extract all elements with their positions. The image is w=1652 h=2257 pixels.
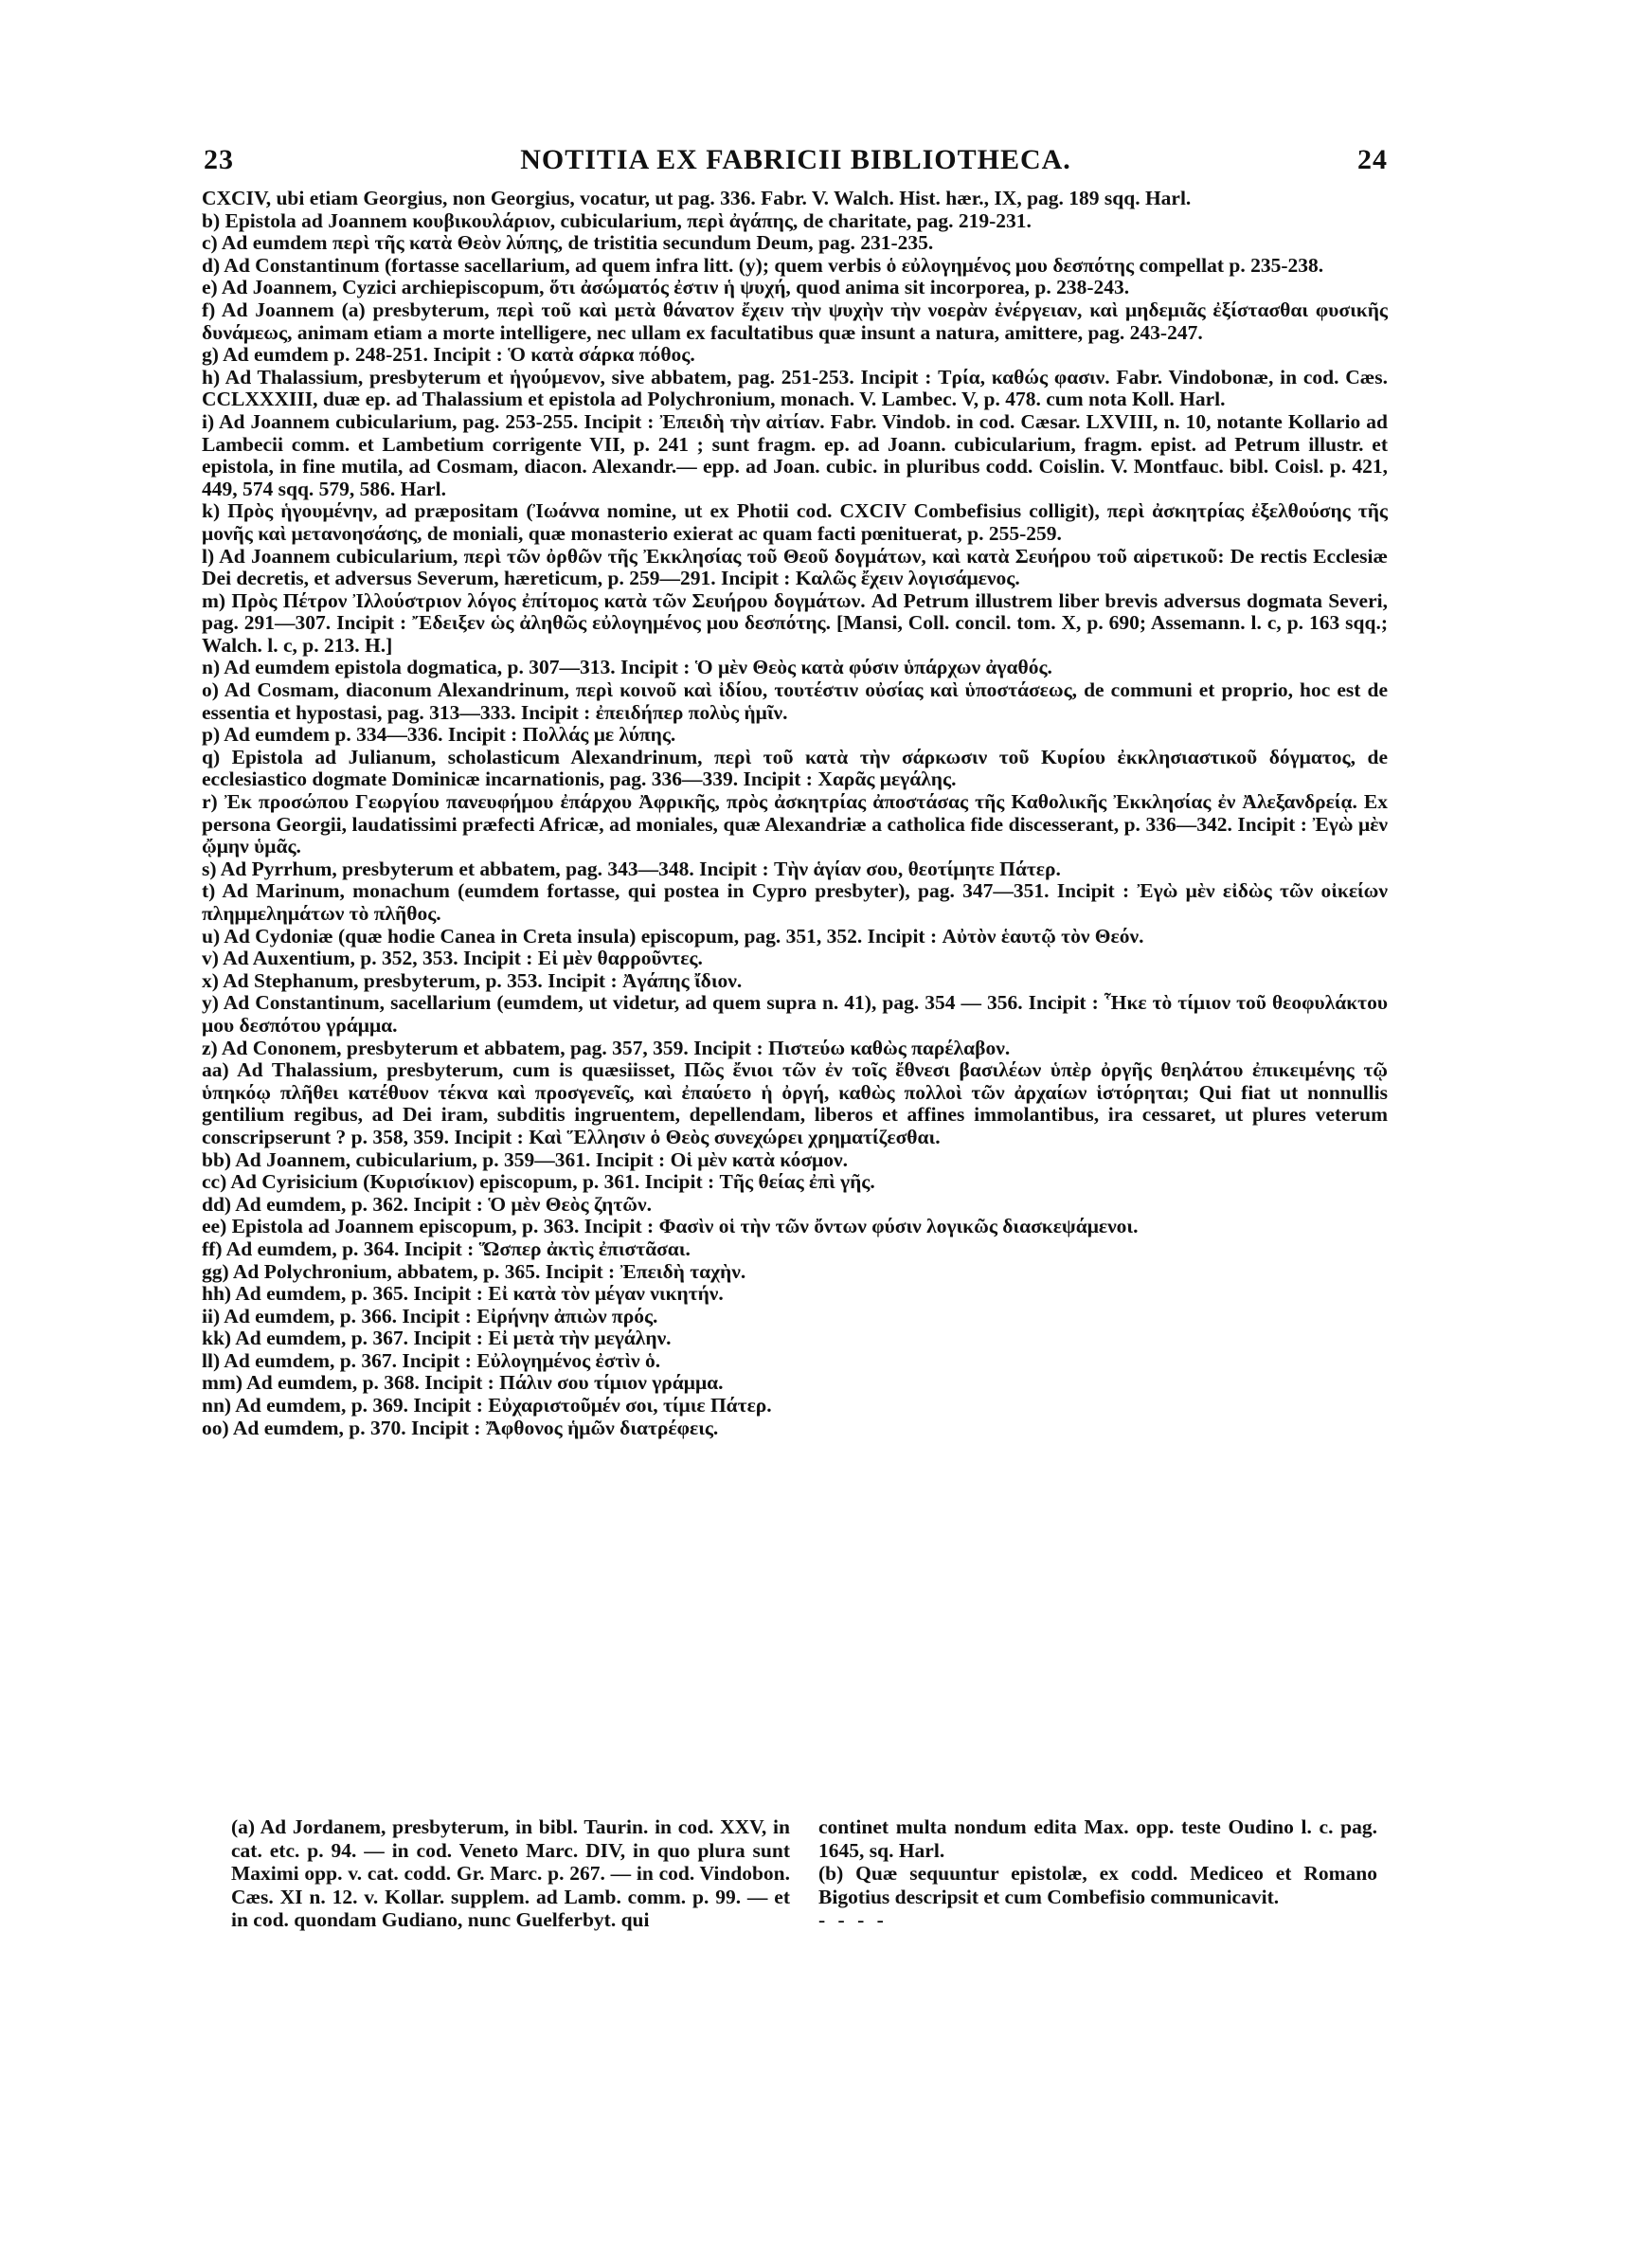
list-item: t) Ad Marinum, monachum (eumdem fortasse, qui postea in Cypro presbyter), pag. 347—351. Incipit : Ἐγὼ μὲν εἰδὼς τῶν οἰκείων πλημμελημάτων τὸ πλῆθος.: [202, 879, 1388, 925]
footnote-column-left: [231, 1815, 790, 1932]
list-item: nn) Ad eumdem, p. 369. Incipit : Εὐχαριστοῦμέν σοι, τίμιε Πάτερ.: [202, 1394, 772, 1417]
list-item: f) Ad Joannem (a) presbyterum, περὶ τοῦ καὶ μετὰ θάνατον ἔχειν τὴν ψυχὴν τὴν νοερὰν ἐνέργειαν, καὶ μηδεμιᾶς ἐξίστασθαι φυσικῆς δυνάμεως, animam etiam a morte intelligere, nec ullam ex facultatibus quæ insunt a natura, amittere, pag. 243-247.: [202, 298, 1388, 344]
list-item: gg) Ad Polychronium, abbatem, p. 365. Incipit : Ἐπειδὴ ταχὴν.: [202, 1259, 746, 1283]
list-item: d) Ad Constantinum (fortasse sacellarium, ad quem infra litt. (y); quem verbis ὁ εὐλογημένος μου δεσπότης compellat p. 235-238.: [202, 253, 1324, 277]
list-item: ff) Ad eumdem, p. 364. Incipit : Ὥσπερ ἀκτὶς ἐπιστᾶσαι.: [202, 1237, 691, 1260]
list-item: y) Ad Constantinum, sacellarium (eumdem, ut videtur, ad quem supra n. 41), pag. 354 — 356. Incipit : Ἧκε τὸ τίμιον τοῦ θεοφυλάκτου μου δεσπότου γράμμα.: [202, 991, 1388, 1037]
list-item: o) Ad Cosmam, diaconum Alexandrinum, περὶ κοινοῦ καὶ ἰδίου, τουτέστιν οὐσίας καὶ ὑποστάσεως, de communi et proprio, hoc est de essentia et hypostasi, pag. 313—333. Incipit : ἐπειδήπερ πολὺς ἡμῖν.: [202, 678, 1388, 724]
list-item: mm) Ad eumdem, p. 368. Incipit : Πάλιν σου τίμιον γράμμα.: [202, 1371, 724, 1395]
running-header: [204, 144, 1388, 186]
footnotes: [231, 1815, 1388, 2024]
list-item: oo) Ad eumdem, p. 370. Incipit : Ἄφθονος ἡμῶν διατρέφεις.: [202, 1416, 719, 1439]
list-item: ll) Ad eumdem, p. 367. Incipit : Εὐλογημένος ἐστὶν ὁ.: [202, 1348, 661, 1372]
list-item: p) Ad eumdem p. 334—336. Incipit : Πολλάς με λύπης.: [202, 723, 676, 747]
list-item: ee) Epistola ad Joannem episcopum, p. 363. Incipit : Φασὶν οἱ τὴν τῶν ὄντων φύσιν λογικῶς διασκεψάμενοι.: [202, 1215, 1139, 1238]
list-item: kk) Ad eumdem, p. 367. Incipit : Εἰ μετὰ τὴν μεγάλην.: [202, 1327, 672, 1350]
list-item: e) Ad Joannem, Cyzici archiepiscopum, ὅτι ἀσώματός ἐστιν ἡ ψυχή, quod anima sit incorporea, p. 238-243.: [202, 276, 1130, 299]
list-item: ii) Ad eumdem, p. 366. Incipit : Εἰρήνην ἀπιὼν πρός.: [202, 1304, 658, 1327]
footnote-a-continued: continet multa nondum edita Max. opp. teste Oudino l. c. pag. 1645, sq. Harl.: [818, 1815, 1377, 1862]
list-item: dd) Ad eumdem, p. 362. Incipit : Ὁ μὲν Θεὸς ζητῶν.: [202, 1192, 652, 1216]
list-item: l) Ad Joannem cubicularium, περὶ τῶν ὀρθῶν τῆς Ἐκκλησίας τοῦ Θεοῦ δογμάτων, καὶ κατὰ Σευήρου τοῦ αἱρετικοῦ: De rectis Ecclesiæ Dei decretis, et adversus Severum, hæreticum, p. 259—291. Incipit : Καλῶς ἔχειν λογισάμενος.: [202, 544, 1388, 590]
footnote-a: (a) Ad Jordanem, presbyterum, in bibl. Taurin. in cod. XXV, in cat. etc. p. 94. — in cod. Veneto Marc. DIV, in quo plura sunt Maximi opp. v. cat. codd. Gr. Marc. p. 267. — in cod. Vindobon. Cæs. XI n. 12. v. Kollar. supplem. ad Lamb. comm. p. 99. — et in cod. quondam Gudiano, nunc Guelferbyt. qui: [231, 1815, 790, 1931]
list-item: b) Epistola ad Joannem κουβικουλάριον, cubicularium, περὶ ἀγάπης, de charitate, pag. 219-231.: [202, 208, 1032, 232]
list-item: c) Ad eumdem περὶ τῆς κατὰ Θεὸν λύπης, de tristitia secundum Deum, pag. 231-235.: [202, 231, 934, 255]
footnote-b: (b) Quæ sequuntur epistolæ, ex codd. Mediceo et Romano Bigotius descripsit et cum Combefisio communicavit.: [818, 1862, 1377, 1908]
footnote-column-right: [818, 1815, 1377, 1932]
list-item: cc) Ad Cyrisicium (Κυρισίκιον) episcopum, p. 361. Incipit : Τῆς θείας ἐπὶ γῆς.: [202, 1170, 875, 1194]
list-item: i) Ad Joannem cubicularium, pag. 253-255. Incipit : Ἐπειδὴ τὴν αἰτίαν. Fabr. Vindob. in cod. Cæsar. LXVIII, n. 10, notante Kollario ad Lambecii comm. et Lambetium corrigente VII, p. 241 ; sunt fragm. ep. ad Joann. cubicularium, fragm. epist. ad Petrum illustr. et epistola, in fine mutila, ad Cosmam, diacon. Alexandr.— epp. ad Joan. cubic. in pluribus codd. Coislin. V. Montfauc. bibl. Coisl. p. 421, 449, 574 sqq. 579, 586. Harl.: [202, 409, 1388, 500]
main-text: [202, 188, 1388, 1439]
list-item: bb) Ad Joannem, cubicularium, p. 359—361. Incipit : Οἱ μὲν κατὰ κόσμον.: [202, 1147, 848, 1171]
list-item: u) Ad Cydoniæ (quæ hodie Canea in Creta insula) episcopum, pag. 351, 352. Incipit : Αὐτὸν ἑαυτῷ τὸν Θεόν.: [202, 924, 1144, 948]
running-title: NOTITIA EX FABRICII BIBLIOTHECA.: [520, 144, 1071, 175]
list-item: g) Ad eumdem p. 248-251. Incipit : Ὁ κατὰ σάρκα πόθος.: [202, 343, 695, 367]
footnote-end-rule: - - - -: [818, 1908, 888, 1931]
list-item: h) Ad Thalassium, presbyterum et ἡγούμενον, sive abbatem, pag. 251-253. Incipit : Τρία, καθώς φασιν. Fabr. Vindobonæ, in cod. Cæs. CCLXXXIII, duæ ep. ad Thalassium et epistola ad Polychronium, monach. V. Lambec. V, p. 478. cum nota Koll. Harl.: [202, 365, 1388, 411]
list-item: q) Epistola ad Julianum, scholasticum Alexandrinum, περὶ τοῦ κατὰ τὴν σάρκωσιν τοῦ Κυρίου ἐκκλησιαστικοῦ δόγματος, de ecclesiastico dogmate Dominicæ incarnationis, pag. 336—339. Incipit : Χαρᾶς μεγάλης.: [202, 745, 1388, 791]
list-item: x) Ad Stephanum, presbyterum, p. 353. Incipit : Ἀγάπης ἴδιον.: [202, 968, 743, 992]
list-item: z) Ad Cononem, presbyterum et abbatem, pag. 357, 359. Incipit : Πιστεύω καθὼς παρέλαβον.: [202, 1036, 1011, 1059]
list-item: hh) Ad eumdem, p. 365. Incipit : Εἰ κατὰ τὸν μέγαν νικητήν.: [202, 1282, 724, 1306]
page-number-left: 23: [204, 144, 234, 175]
list-item: k) Πρὸς ἡγουμένην, ad præpositam (Ἰωάννα nomine, ut ex Photii cod. CXCIV Combefisius colligit), περὶ ἀσκητρίας ἐξελθούσης τῆς μονῆς καὶ μετανοησάσης, de moniali, quæ monasterio exierat ac quam facti pœnituerat, p. 255-259.: [202, 499, 1388, 545]
page-number-right: 24: [1357, 144, 1388, 175]
list-item: v) Ad Auxentium, p. 352, 353. Incipit : Εἰ μὲν θαρροῦντες.: [202, 947, 703, 970]
list-item: s) Ad Pyrrhum, presbyterum et abbatem, pag. 343—348. Incipit : Τὴν ἁγίαν σου, θεοτίμητε Πάτερ.: [202, 857, 1061, 880]
list-item: m) Πρὸς Πέτρον Ἰλλούστριον λόγος ἐπίτομος κατὰ τῶν Σευήρου δογμάτων. Ad Petrum illustrem liber brevis adversus dogmata Severi, pag. 291—307. Incipit : Ἔδειξεν ὡς ἀληθῶς εὐλογημένος μου δεσπότης. [Mansi, Coll. concil. tom. X, p. 690; Assemann. l. c, p. 163 sqq.; Walch. l. c, p. 213. H.]: [202, 588, 1388, 657]
list-item: CXCIV, ubi etiam Georgius, non Georgius, vocatur, ut pag. 336. Fabr. V. Walch. Hist. hær., IX, pag. 189 sqq. Harl.: [202, 187, 1192, 209]
list-item: n) Ad eumdem epistola dogmatica, p. 307—313. Incipit : Ὁ μὲν Θεὸς κατὰ φύσιν ὑπάρχων ἀγαθός.: [202, 656, 1052, 679]
list-item: r) Ἐκ προσώπου Γεωργίου πανευφήμου ἐπάρχου Ἀφρικῆς, πρὸς ἀσκητρίας ἀποστάσας τῆς Καθολικῆς Ἐκκλησίας ἐν Ἀλεξανδρείᾳ. Ex persona Georgii, laudatissimi præfecti Africæ, ad moniales, quæ Alexandriæ a catholica fide discesserant, p. 336—342. Incipit : Ἐγὼ μὲν ᾤμην ὑμᾶς.: [202, 790, 1388, 858]
list-item: aa) Ad Thalassium, presbyterum, cum is quæsiisset, Πῶς ἔνιοι τῶν ἐν τοῖς ἔθνεσι βασιλέων ὑπὲρ ὀργῆς θεηλάτου ἐπικειμένης τῷ ὑπηκόῳ πλῆθει κατέθυον τέκνα καὶ προσγενεῖς, καὶ ἐπαύετο ἡ ὀργή, καθὼς πολλοὶ τῶν ἀρχαίων ἱστόρηται; Qui fiat ut nonnullis gentilium regibus, ad Dei iram, subditis ingruentem, depellendam, liberos et affines immolantibus, ira cessaret, ut plures veterum conscripserunt ? p. 358, 359. Incipit : Καὶ Ἕλλησιν ὁ Θεὸς συνεχώρει χρηματίζεσθαι.: [202, 1058, 1388, 1148]
